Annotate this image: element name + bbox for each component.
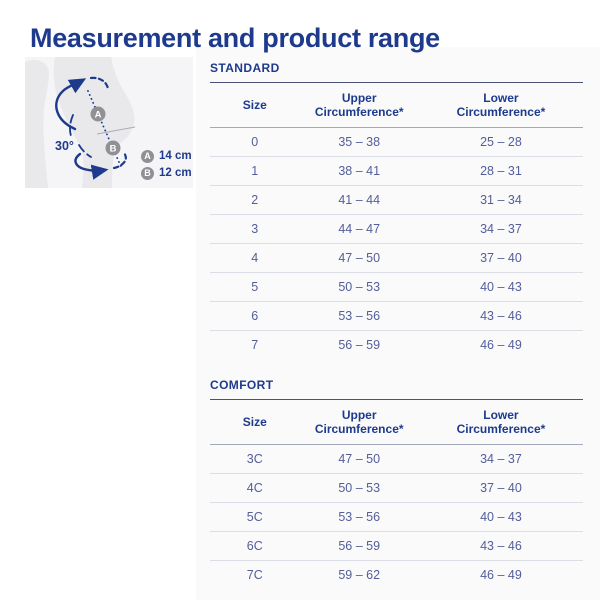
table-cell: 44 – 47 [300, 215, 419, 244]
table-row [210, 128, 583, 157]
table-cell: 53 – 56 [300, 503, 419, 532]
standard-section [210, 61, 583, 359]
table-cell: 46 – 49 [480, 338, 522, 352]
table-cell: 2 [210, 186, 300, 215]
point-a-marker [91, 107, 106, 122]
standard-table [210, 83, 583, 359]
table-cell: 7 [251, 338, 259, 352]
measurement-legend [141, 149, 192, 183]
table-row [210, 445, 583, 474]
table-cell: 37 – 40 [419, 244, 583, 273]
table-row [210, 157, 583, 186]
table-cell: 41 – 44 [300, 186, 419, 215]
table-row [210, 331, 583, 360]
table-cell: 47 – 50 [300, 445, 419, 474]
comfort-table [210, 400, 583, 589]
standard-lower-header [419, 83, 583, 128]
point-b-marker [106, 141, 121, 156]
standard-lower-header-line2: Circumference* [456, 105, 546, 119]
standard-size-header: Size [210, 83, 300, 128]
table-cell: 38 – 41 [300, 157, 419, 186]
legend-row-b [141, 166, 192, 180]
circle-a-icon: A [141, 150, 154, 163]
table-cell: 4C [210, 474, 300, 503]
standard-lower-header-line1: Lower [483, 91, 519, 105]
table-cell: 50 – 53 [300, 474, 419, 503]
table-cell: 40 – 43 [419, 273, 583, 302]
legend-b-value: 12 cm [159, 167, 192, 179]
table-cell: 56 – 59 [338, 338, 381, 352]
table-cell: 1 [210, 157, 300, 186]
comfort-upper-header-line1: Upper [341, 408, 377, 422]
table-cell: 0 [210, 128, 300, 157]
comfort-lower-header-line2: Circumference* [456, 422, 546, 436]
standard-header-row [210, 83, 583, 128]
table-cell: 6 [210, 302, 300, 331]
table-cell: 43 – 46 [419, 532, 583, 561]
table-row [210, 244, 583, 273]
table-cell: 3 [210, 215, 300, 244]
comfort-section-title: COMFORT [210, 378, 583, 400]
table-cell: 3C [210, 445, 300, 474]
angle-30-label: 30° [55, 139, 74, 153]
comfort-size-header: Size [210, 400, 300, 445]
table-row [210, 186, 583, 215]
size-tables [210, 61, 583, 589]
standard-upper-header-line2: Circumference* [314, 105, 404, 119]
comfort-lower-header-line1: Lower [483, 408, 519, 422]
comfort-lower-header [419, 400, 583, 445]
table-cell: 25 – 28 [419, 128, 583, 157]
table-row [210, 532, 583, 561]
standard-section-title: STANDARD [210, 61, 583, 83]
table-cell: 28 – 31 [419, 157, 583, 186]
table-cell: 37 – 40 [419, 474, 583, 503]
table-row [210, 273, 583, 302]
legend-row-a [141, 149, 192, 163]
table-cell: 53 – 56 [300, 302, 419, 331]
comfort-upper-header [300, 400, 419, 445]
comfort-section [210, 378, 583, 589]
knee-measurement-diagram [25, 57, 193, 188]
table-cell: 56 – 59 [300, 532, 419, 561]
standard-upper-header [300, 83, 419, 128]
table-row [210, 503, 583, 532]
table-cell: 35 – 38 [300, 128, 419, 157]
table-cell: 47 – 50 [300, 244, 419, 273]
table-row [210, 215, 583, 244]
circle-b-icon: B [141, 167, 154, 180]
table-cell: 43 – 46 [419, 302, 583, 331]
standard-upper-header-line1: Upper [341, 91, 377, 105]
table-cell: 40 – 43 [419, 503, 583, 532]
table-cell: 7C [246, 568, 263, 582]
table-cell: 31 – 34 [419, 186, 583, 215]
table-cell: 5 [210, 273, 300, 302]
table-cell: 46 – 49 [480, 568, 522, 582]
table-cell: 34 – 37 [419, 445, 583, 474]
table-row [210, 302, 583, 331]
table-cell: 5C [210, 503, 300, 532]
table-cell: 4 [210, 244, 300, 273]
comfort-header-row [210, 400, 583, 445]
point-a-label: A [94, 109, 102, 121]
table-cell: 6C [210, 532, 300, 561]
table-row [210, 474, 583, 503]
page-title: Measurement and product range [30, 23, 440, 54]
table-cell: 34 – 37 [419, 215, 583, 244]
legend-a-value: 14 cm [159, 150, 192, 162]
table-row [210, 561, 583, 590]
comfort-upper-header-line2: Circumference* [314, 422, 404, 436]
point-b-label: B [109, 143, 117, 155]
table-cell: 50 – 53 [300, 273, 419, 302]
table-cell: 59 – 62 [338, 568, 381, 582]
